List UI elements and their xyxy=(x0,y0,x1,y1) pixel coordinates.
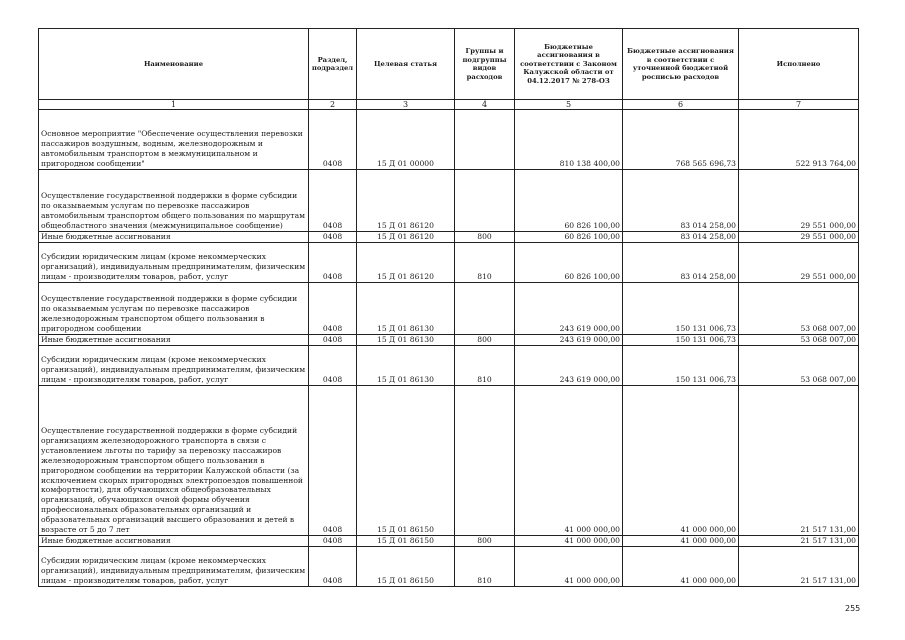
row-target: 15 Д 01 86120 xyxy=(357,232,455,243)
row-group: 810 xyxy=(455,346,515,386)
row-section: 0408 xyxy=(309,536,357,547)
header-name: Наименование xyxy=(39,29,309,100)
column-number: 3 xyxy=(357,100,455,110)
row-executed: 53 068 007,00 xyxy=(739,346,859,386)
row-section: 0408 xyxy=(309,170,357,232)
row-target: 15 Д 01 86150 xyxy=(357,386,455,536)
row-name: Субсидии юридическим лицам (кроме некоммерческих организаций), индивидуальным предпринимателям, физическим лицам - производителям товаров, работ, услуг xyxy=(39,547,309,587)
row-law-allocation: 243 619 000,00 xyxy=(515,346,623,386)
row-section: 0408 xyxy=(309,232,357,243)
row-group: 800 xyxy=(455,536,515,547)
table-row xyxy=(39,335,859,346)
header-law-allocation: Бюджетные ассигнования в соответствии с Законом Калужской области от 04.12.2017 № 278-ОЗ xyxy=(515,29,623,100)
row-name: Иные бюджетные ассигнования xyxy=(39,536,309,547)
row-target: 15 Д 01 86150 xyxy=(357,536,455,547)
column-number: 2 xyxy=(309,100,357,110)
row-group xyxy=(455,110,515,170)
table-row xyxy=(39,536,859,547)
row-law-allocation: 41 000 000,00 xyxy=(515,536,623,547)
table-row xyxy=(39,346,859,386)
row-law-allocation: 41 000 000,00 xyxy=(515,386,623,536)
row-name: Субсидии юридическим лицам (кроме некоммерческих организаций), индивидуальным предпринимателям, физическим лицам - производителям товаров, работ, услуг xyxy=(39,243,309,283)
row-refined-allocation: 150 131 006,73 xyxy=(623,283,739,335)
row-target: 15 Д 01 86120 xyxy=(357,243,455,283)
row-section: 0408 xyxy=(309,547,357,587)
row-target: 15 Д 01 86130 xyxy=(357,335,455,346)
row-name: Основное мероприятие "Обеспечение осуществления перевозки пассажиров воздушным, водным, железнодорожным и автомобильным транспортом в межмуниципальном и пригородном сообщении" xyxy=(39,110,309,170)
row-name: Осуществление государственной поддержки в форме субсидий организациям железнодорожного транспорта в связи с установлением льготы по тарифу за перевозку пассажиров железнодорожным транспортом общего пользования в пригородном сообщении на территории Калужской области (за исключением скорых пригородных электропоездов повышенной комфортности), для обучающихся общеобразовательных организаций, обучающихся очной формы обучения профессиональных образовательных организаций и образовательных организаций высшего образования и детей в возрасте от 5 до 7 лет xyxy=(39,386,309,536)
row-group: 810 xyxy=(455,547,515,587)
row-refined-allocation: 83 014 258,00 xyxy=(623,243,739,283)
row-refined-allocation: 83 014 258,00 xyxy=(623,232,739,243)
table-row xyxy=(39,170,859,232)
row-executed: 21 517 131,00 xyxy=(739,386,859,536)
row-group xyxy=(455,386,515,536)
column-number: 4 xyxy=(455,100,515,110)
table-row xyxy=(39,547,859,587)
row-section: 0408 xyxy=(309,346,357,386)
column-number: 6 xyxy=(623,100,739,110)
row-law-allocation: 810 138 400,00 xyxy=(515,110,623,170)
row-section: 0408 xyxy=(309,110,357,170)
row-name: Иные бюджетные ассигнования xyxy=(39,232,309,243)
row-executed: 53 068 007,00 xyxy=(739,283,859,335)
row-section: 0408 xyxy=(309,243,357,283)
row-law-allocation: 60 826 100,00 xyxy=(515,170,623,232)
row-law-allocation: 41 000 000,00 xyxy=(515,547,623,587)
column-number: 5 xyxy=(515,100,623,110)
header-target: Целевая статья xyxy=(357,29,455,100)
row-executed: 522 913 764,00 xyxy=(739,110,859,170)
header-section: Раздел, подраздел xyxy=(309,29,357,100)
table-row xyxy=(39,232,859,243)
row-refined-allocation: 150 131 006,73 xyxy=(623,335,739,346)
page-number: 255 xyxy=(845,604,861,613)
row-group: 800 xyxy=(455,232,515,243)
row-target: 15 Д 01 86130 xyxy=(357,346,455,386)
row-group: 810 xyxy=(455,243,515,283)
column-number-row xyxy=(39,100,859,110)
table-row xyxy=(39,110,859,170)
table-row xyxy=(39,283,859,335)
row-group xyxy=(455,283,515,335)
row-target: 15 Д 01 86120 xyxy=(357,170,455,232)
row-refined-allocation: 41 000 000,00 xyxy=(623,536,739,547)
row-executed: 29 551 000,00 xyxy=(739,170,859,232)
row-law-allocation: 243 619 000,00 xyxy=(515,335,623,346)
row-target: 15 Д 01 86130 xyxy=(357,283,455,335)
row-refined-allocation: 150 131 006,73 xyxy=(623,346,739,386)
row-section: 0408 xyxy=(309,283,357,335)
column-number: 1 xyxy=(39,100,309,110)
row-name: Осуществление государственной поддержки в форме субсидии по оказываемым услугам по перевозке пассажиров железнодорожным транспортом общего пользования в пригородном сообщении xyxy=(39,283,309,335)
row-law-allocation: 60 826 100,00 xyxy=(515,243,623,283)
row-executed: 21 517 131,00 xyxy=(739,536,859,547)
row-name: Иные бюджетные ассигнования xyxy=(39,335,309,346)
row-executed: 29 551 000,00 xyxy=(739,232,859,243)
header-group: Группы и подгруппы видов расходов xyxy=(455,29,515,100)
row-refined-allocation: 83 014 258,00 xyxy=(623,170,739,232)
row-section: 0408 xyxy=(309,335,357,346)
header-refined-allocation: Бюджетные ассигнования в соответствии с уточненной бюджетной росписью расходов xyxy=(623,29,739,100)
row-group xyxy=(455,170,515,232)
row-group: 800 xyxy=(455,335,515,346)
row-law-allocation: 60 826 100,00 xyxy=(515,232,623,243)
row-refined-allocation: 41 000 000,00 xyxy=(623,386,739,536)
row-section: 0408 xyxy=(309,386,357,536)
column-number: 7 xyxy=(739,100,859,110)
row-target: 15 Д 01 86150 xyxy=(357,547,455,587)
row-refined-allocation: 41 000 000,00 xyxy=(623,547,739,587)
row-executed: 21 517 131,00 xyxy=(739,547,859,587)
table-row xyxy=(39,386,859,536)
budget-table xyxy=(38,28,859,587)
row-law-allocation: 243 619 000,00 xyxy=(515,283,623,335)
row-name: Осуществление государственной поддержки в форме субсидии по оказываемым услугам по перевозке пассажиров автомобильным транспортом общего пользования по маршрутам общеобластного значения (межмуниципальное сообщение) xyxy=(39,170,309,232)
row-executed: 53 068 007,00 xyxy=(739,335,859,346)
header-executed: Исполнено xyxy=(739,29,859,100)
row-executed: 29 551 000,00 xyxy=(739,243,859,283)
row-name: Субсидии юридическим лицам (кроме некоммерческих организаций), индивидуальным предпринимателям, физическим лицам - производителям товаров, работ, услуг xyxy=(39,346,309,386)
row-refined-allocation: 768 565 696,73 xyxy=(623,110,739,170)
table-row xyxy=(39,243,859,283)
header-row xyxy=(39,29,859,100)
row-target: 15 Д 01 00000 xyxy=(357,110,455,170)
